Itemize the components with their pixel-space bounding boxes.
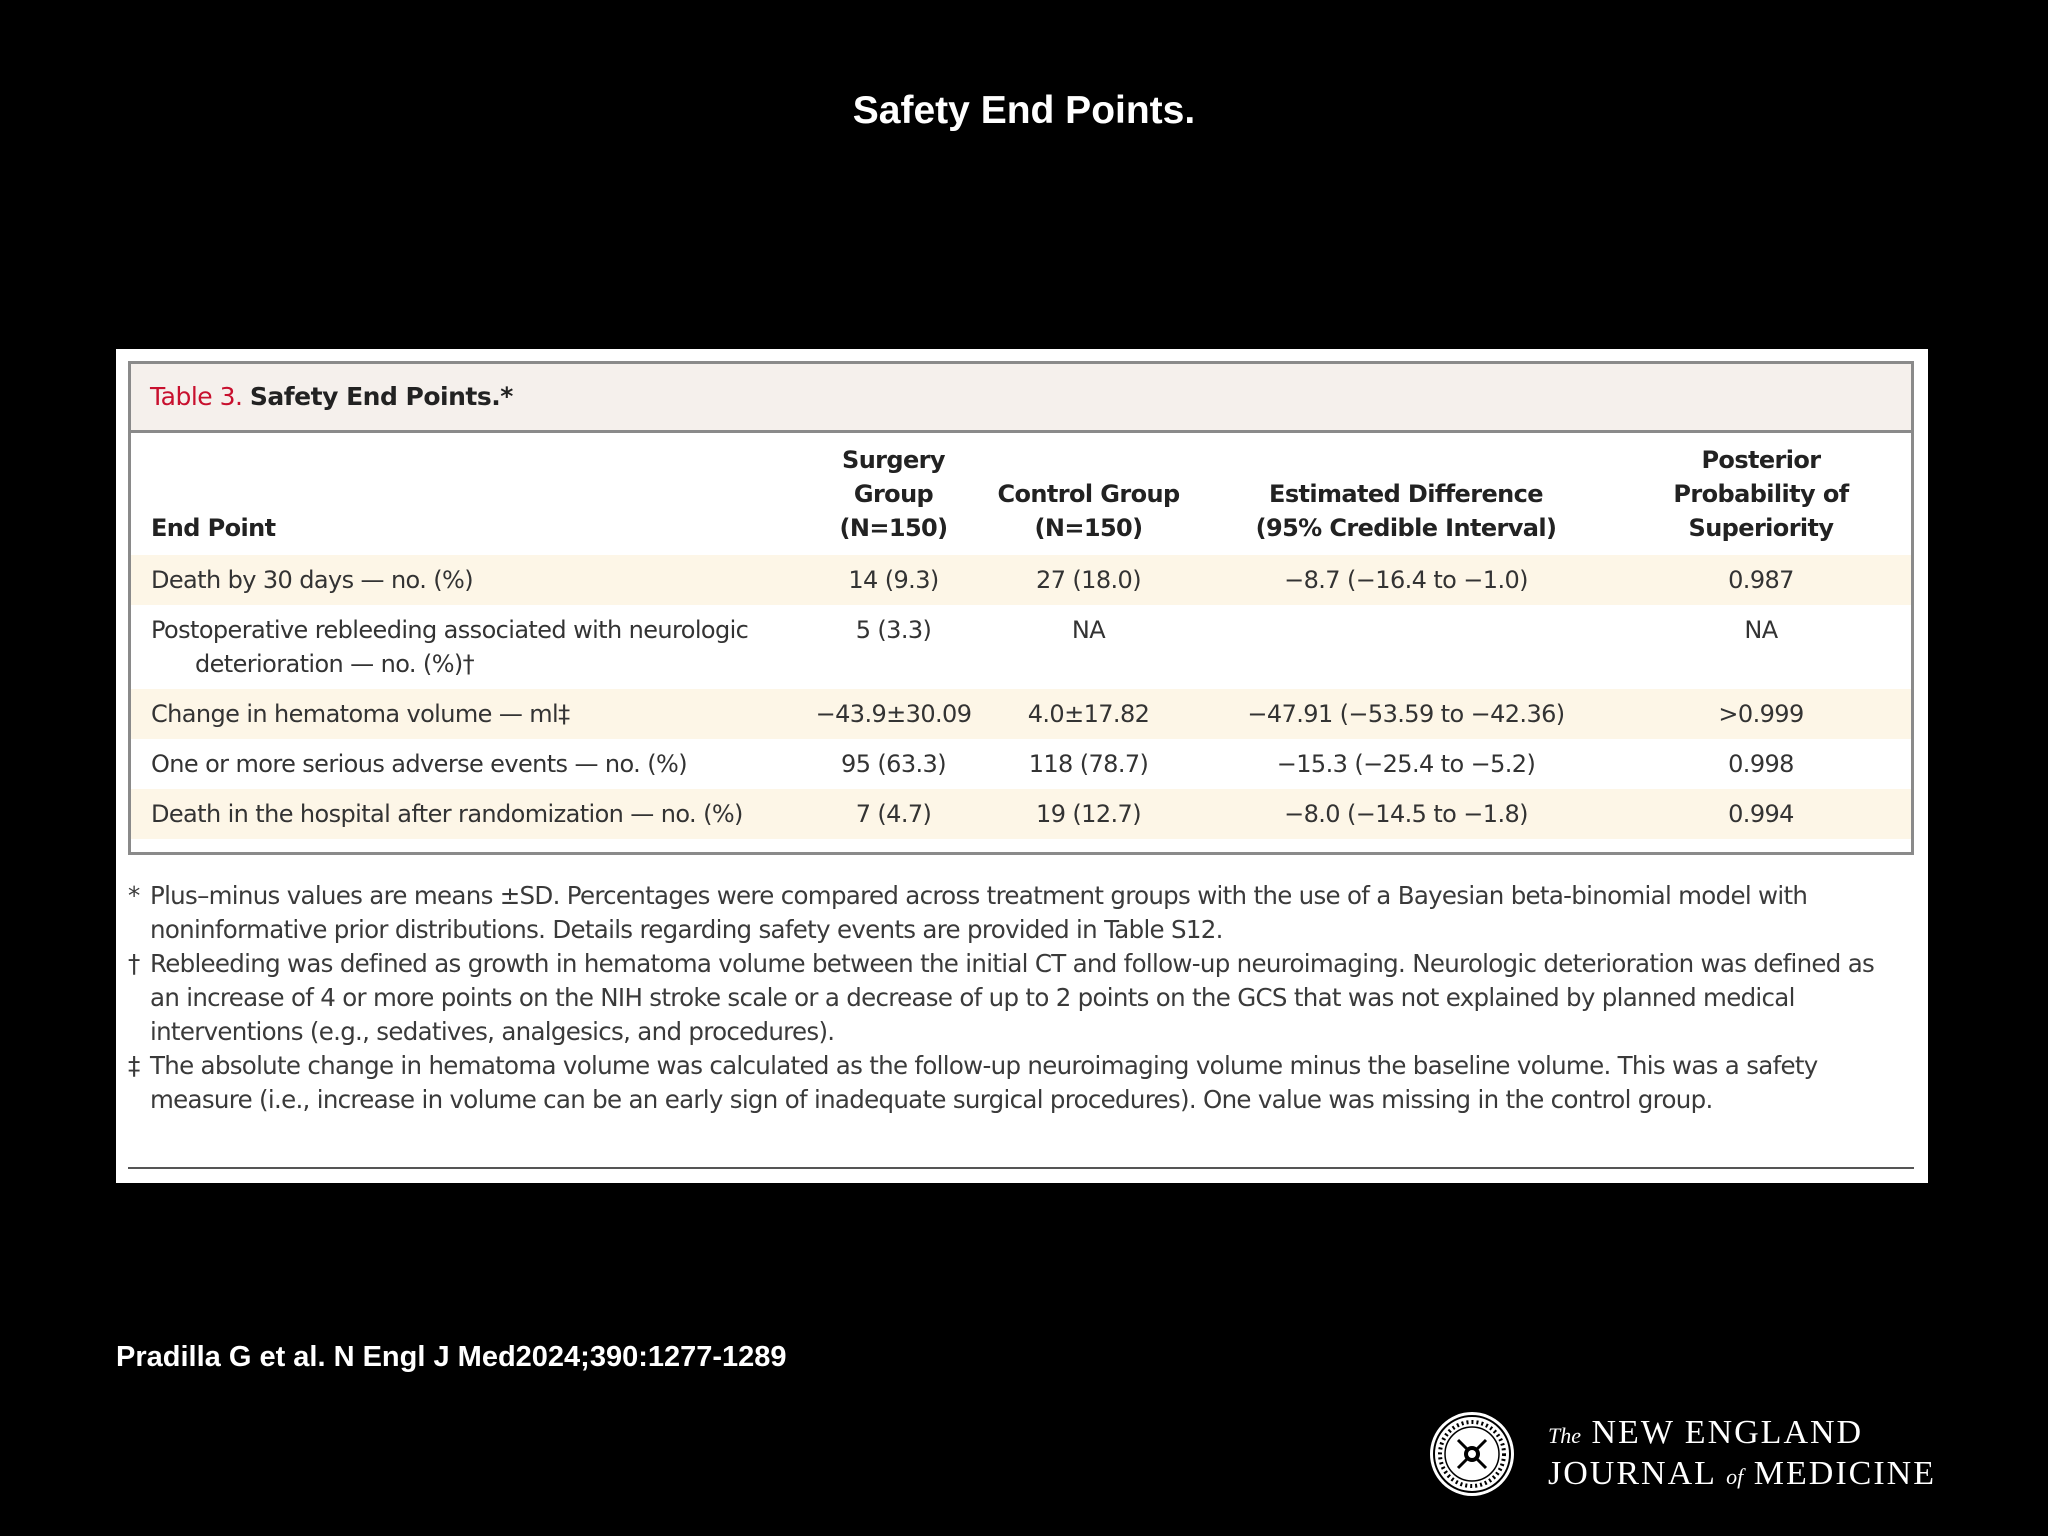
table-row bbox=[131, 605, 1911, 689]
safety-endpoints-table bbox=[131, 433, 1911, 839]
footnote-text: Plus–minus values are means ±SD. Percentages were compared across treatment groups with the use of a Bayesian beta-binomial model with noninformative prior distributions. Details regarding safety events are provided in Table S12. bbox=[150, 881, 1808, 944]
cell-end-point-line1: Postoperative rebleeding associated with neurologic bbox=[151, 616, 749, 644]
wordmark-line2 bbox=[1548, 1455, 1936, 1496]
table-panel bbox=[116, 349, 1928, 1183]
nejm-logo bbox=[1428, 1410, 1968, 1500]
cell-posterior: 0.998 bbox=[1728, 750, 1794, 778]
header-posterior-line1: Posterior bbox=[1701, 446, 1821, 474]
header-posterior-line3: Superiority bbox=[1688, 514, 1834, 542]
wordmark-medicine: MEDICINE bbox=[1753, 1455, 1936, 1492]
wordmark-line1 bbox=[1548, 1414, 1936, 1455]
header-posterior-probability bbox=[1611, 433, 1911, 555]
cell-end-point: Change in hematoma volume — ml‡ bbox=[131, 689, 811, 739]
cell-control: 4.0±17.82 bbox=[976, 689, 1201, 739]
cell-difference: −8.7 (−16.4 to −1.0) bbox=[1201, 555, 1611, 605]
header-end-point bbox=[131, 433, 811, 555]
header-control-line1: Control Group bbox=[997, 480, 1180, 508]
slide-title: Safety End Points. bbox=[852, 89, 1196, 132]
cell-end-point: Death by 30 days — no. (%) bbox=[131, 555, 811, 605]
header-estimated-difference bbox=[1201, 433, 1611, 555]
cell-difference: −47.91 (−53.59 to −42.36) bbox=[1201, 689, 1611, 739]
footnote-text: Rebleeding was defined as growth in hematoma volume between the initial CT and follow-up neuroimaging. Neurologic deterioration was defined as an increase of 4 or more points on the NIH stroke scale or a decrease of up to 2 points on the GCS that was not explained by planned medical interventions (e.g., sedatives, analgesics, and procedures). bbox=[150, 949, 1875, 1046]
cell-posterior: NA bbox=[1744, 616, 1778, 644]
table-row bbox=[131, 789, 1911, 839]
cell-posterior: 0.994 bbox=[1611, 789, 1911, 839]
cell-control: 118 (78.7) bbox=[1028, 750, 1149, 778]
footnote bbox=[128, 879, 1908, 947]
footnote-mark: * bbox=[128, 881, 140, 910]
cell-surgery: 14 (9.3) bbox=[811, 555, 976, 605]
wordmark-of: of bbox=[1726, 1464, 1744, 1489]
header-surgery-line1: Surgery bbox=[842, 446, 945, 474]
wordmark-journal: JOURNAL bbox=[1548, 1455, 1716, 1492]
cell-control: 19 (12.7) bbox=[976, 789, 1201, 839]
wordmark-the: The bbox=[1548, 1423, 1581, 1448]
cell-end-point: One or more serious adverse events — no. (%) bbox=[151, 750, 687, 778]
table-caption-label: Table 3. bbox=[150, 382, 243, 411]
footnote-mark: ‡ bbox=[128, 1051, 140, 1080]
cell-posterior: 0.987 bbox=[1611, 555, 1911, 605]
table-footnotes bbox=[128, 879, 1908, 1117]
table-header-row bbox=[131, 433, 1911, 555]
footnote-text: The absolute change in hematoma volume was calculated as the follow-up neuroimaging volume minus the baseline volume. This was a safety measure (i.e., increase in volume can be an early sign of inadequate surgical procedures). One value was missing in the control group. bbox=[150, 1051, 1818, 1114]
header-surgery-line2: Group bbox=[853, 480, 934, 508]
cell-end-point-line2: deterioration — no. (%)† bbox=[195, 650, 475, 678]
cell-surgery: 7 (4.7) bbox=[811, 789, 976, 839]
cell-posterior: >0.999 bbox=[1611, 689, 1911, 739]
table-caption-text: Safety End Points.* bbox=[249, 382, 513, 411]
nejm-seal-icon bbox=[1428, 1410, 1516, 1498]
table-row bbox=[131, 555, 1911, 605]
header-control-line2: (N=150) bbox=[1034, 514, 1143, 542]
cell-surgery: −43.9±30.09 bbox=[811, 689, 976, 739]
table-caption bbox=[131, 364, 1911, 433]
table-frame bbox=[128, 361, 1914, 855]
header-difference-line2: (95% Credible Interval) bbox=[1255, 514, 1557, 542]
cell-end-point bbox=[131, 605, 811, 689]
cell-surgery: 5 (3.3) bbox=[855, 616, 932, 644]
cell-control: 27 (18.0) bbox=[976, 555, 1201, 605]
cell-end-point: Death in the hospital after randomization — no. (%) bbox=[131, 789, 811, 839]
header-surgery-line3: (N=150) bbox=[839, 514, 948, 542]
footnote-mark: † bbox=[128, 949, 140, 978]
bottom-rule bbox=[128, 1167, 1914, 1169]
cell-difference bbox=[1201, 605, 1611, 689]
wordmark-new-england: NEW ENGLAND bbox=[1591, 1414, 1864, 1451]
cell-difference: −15.3 (−25.4 to −5.2) bbox=[1276, 750, 1536, 778]
header-posterior-line2: Probability of bbox=[1673, 480, 1849, 508]
header-end-point-label: End Point bbox=[151, 514, 276, 542]
cell-control: NA bbox=[1071, 616, 1106, 644]
header-difference-line1: Estimated Difference bbox=[1269, 480, 1543, 508]
citation: Pradilla G et al. N Engl J Med2024;390:1277-1289 bbox=[116, 1341, 787, 1373]
cell-difference: −8.0 (−14.5 to −1.8) bbox=[1201, 789, 1611, 839]
footnote bbox=[128, 947, 1908, 1049]
table-row bbox=[131, 739, 1911, 789]
cell-surgery: 95 (63.3) bbox=[841, 750, 946, 778]
header-control-group bbox=[976, 433, 1201, 555]
footnote bbox=[128, 1049, 1908, 1117]
table-row bbox=[131, 689, 1911, 739]
header-surgery-group bbox=[811, 433, 976, 555]
nejm-wordmark bbox=[1548, 1414, 1936, 1496]
